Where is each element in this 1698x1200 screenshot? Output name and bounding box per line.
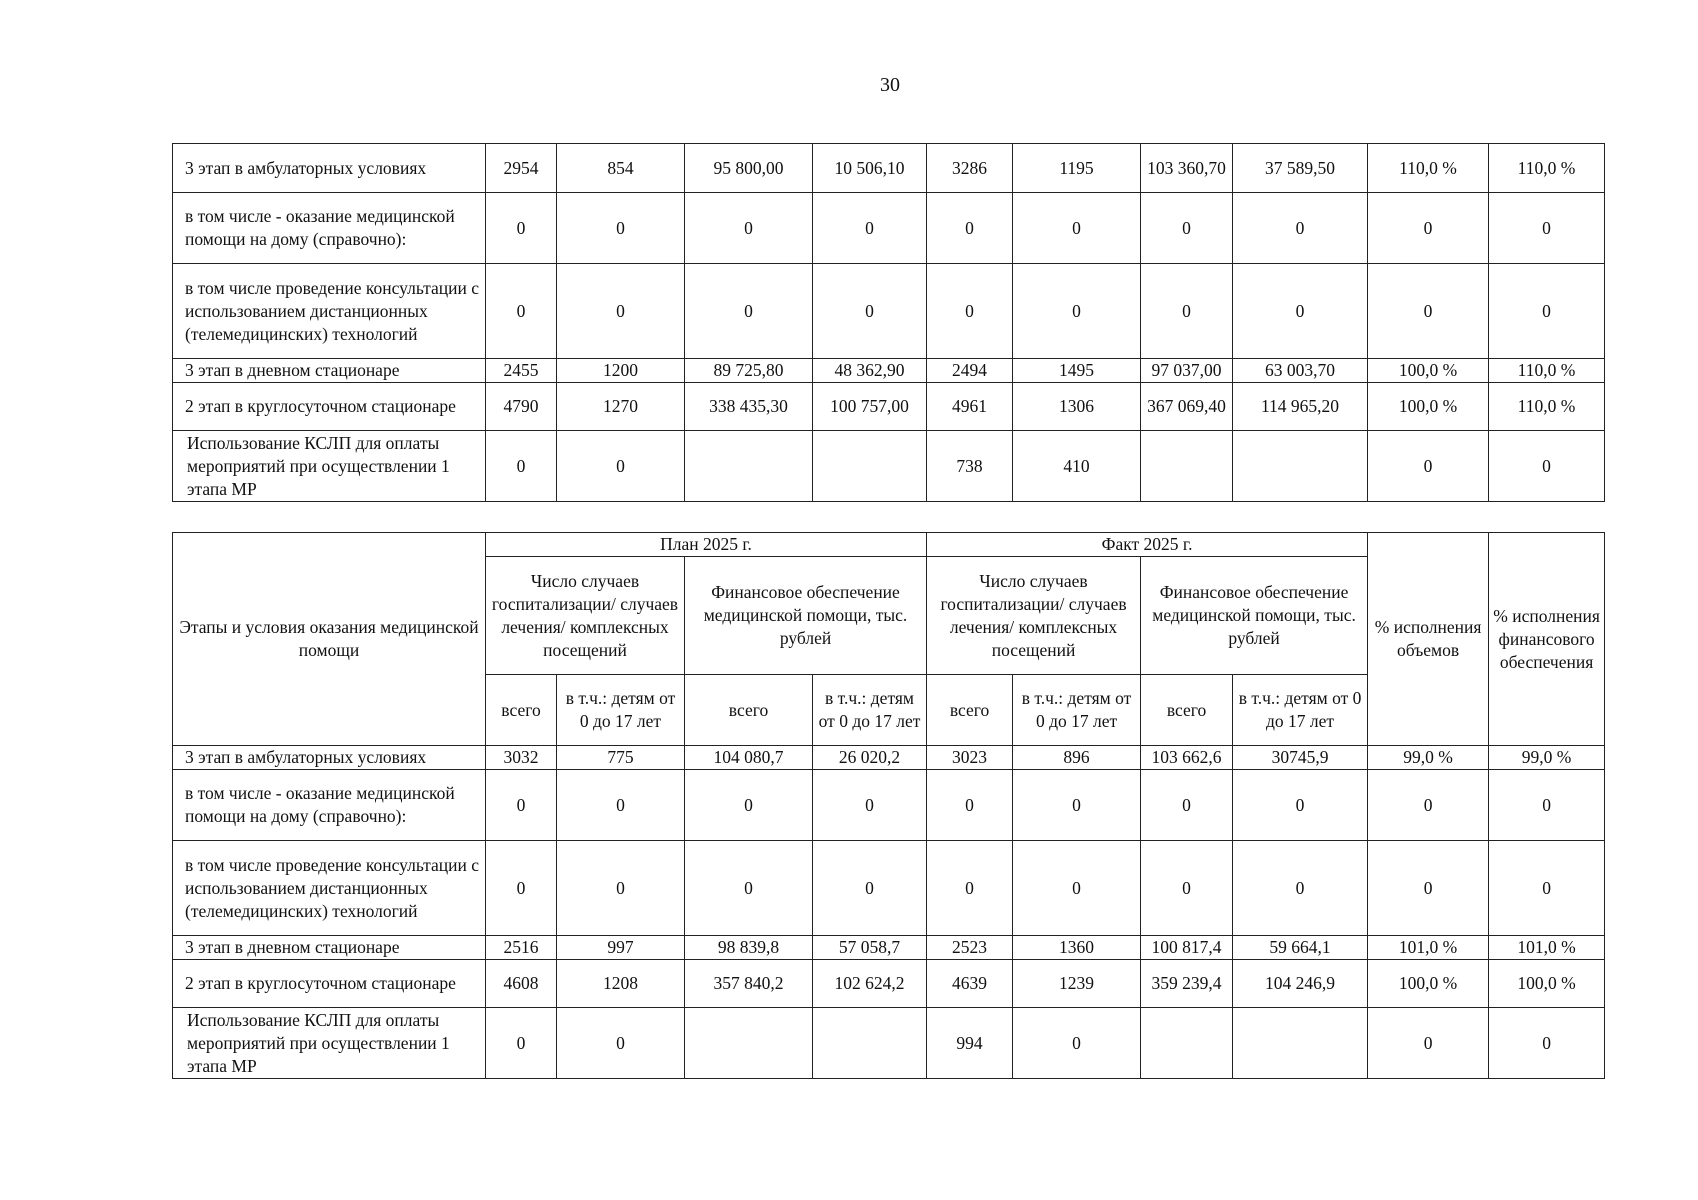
cell-fact-cases-total: 0 bbox=[927, 264, 1013, 359]
cell-pct-volume: 110,0 % bbox=[1368, 144, 1489, 193]
cell-plan-finance-children: 0 bbox=[813, 841, 927, 936]
cell-plan-cases-children: 0 bbox=[557, 193, 685, 264]
row-label: 3 этап в дневном стационаре bbox=[173, 359, 486, 383]
cell-fact-finance-children: 114 965,20 bbox=[1233, 383, 1368, 431]
page-number: 30 bbox=[880, 74, 900, 96]
cell-plan-cases-total: 0 bbox=[486, 1008, 557, 1079]
cell-pct-volume: 0 bbox=[1368, 841, 1489, 936]
cell-fact-cases-children: 0 bbox=[1013, 770, 1141, 841]
cell-fact-cases-children: 0 bbox=[1013, 193, 1141, 264]
cell-pct-finance: 0 bbox=[1489, 1008, 1605, 1079]
cell-plan-finance-children: 10 506,10 bbox=[813, 144, 927, 193]
table-bottom-body bbox=[173, 746, 1605, 1079]
cell-plan-finance-children: 26 020,2 bbox=[813, 746, 927, 770]
cell-plan-finance-total: 0 bbox=[685, 841, 813, 936]
cell-plan-finance-children: 100 757,00 bbox=[813, 383, 927, 431]
table-row bbox=[173, 960, 1605, 1008]
cell-fact-finance-children bbox=[1233, 431, 1368, 502]
cell-fact-cases-total: 2523 bbox=[927, 936, 1013, 960]
cell-fact-cases-total: 738 bbox=[927, 431, 1013, 502]
cell-fact-finance-total: 0 bbox=[1141, 264, 1233, 359]
row-label: в том числе проведение консультации с использованием дистанционных (телемедицинских) технологий bbox=[173, 841, 486, 936]
cell-fact-cases-children: 0 bbox=[1013, 1008, 1141, 1079]
cell-fact-finance-children: 0 bbox=[1233, 841, 1368, 936]
cell-fact-finance-children: 63 003,70 bbox=[1233, 359, 1368, 383]
cell-fact-finance-total bbox=[1141, 1008, 1233, 1079]
cell-fact-cases-total: 994 bbox=[927, 1008, 1013, 1079]
cell-plan-cases-children: 0 bbox=[557, 841, 685, 936]
cell-plan-finance-children bbox=[813, 1008, 927, 1079]
table-row bbox=[173, 359, 1605, 383]
header-fact-cases-total: всего bbox=[927, 675, 1013, 746]
cell-fact-finance-children bbox=[1233, 1008, 1368, 1079]
cell-fact-cases-total: 3023 bbox=[927, 746, 1013, 770]
header-plan-finance: Финансовое обеспечение медицинской помощи, тыс. рублей bbox=[685, 557, 927, 675]
cell-pct-volume: 0 bbox=[1368, 264, 1489, 359]
header-fact-cases-children: в т.ч.: детям от 0 до 17 лет bbox=[1013, 675, 1141, 746]
cell-pct-finance: 99,0 % bbox=[1489, 746, 1605, 770]
cell-plan-cases-total: 0 bbox=[486, 431, 557, 502]
cell-plan-cases-children: 854 bbox=[557, 144, 685, 193]
row-label: Использование КСЛП для оплаты мероприятий при осуществлении 1 этапа МР bbox=[173, 1008, 486, 1079]
cell-fact-finance-children: 0 bbox=[1233, 770, 1368, 841]
cell-fact-finance-total: 367 069,40 bbox=[1141, 383, 1233, 431]
cell-fact-cases-total: 0 bbox=[927, 841, 1013, 936]
row-label: в том числе проведение консультации с использованием дистанционных (телемедицинских) технологий bbox=[173, 264, 486, 359]
cell-fact-cases-total: 2494 bbox=[927, 359, 1013, 383]
cell-plan-cases-total: 0 bbox=[486, 193, 557, 264]
cell-pct-volume: 100,0 % bbox=[1368, 960, 1489, 1008]
cell-plan-cases-children: 0 bbox=[557, 1008, 685, 1079]
cell-plan-cases-total: 3032 bbox=[486, 746, 557, 770]
cell-fact-finance-children: 30745,9 bbox=[1233, 746, 1368, 770]
header-fact-finance-total: всего bbox=[1141, 675, 1233, 746]
header-plan-2025: План 2025 г. bbox=[486, 533, 927, 557]
cell-fact-cases-children: 0 bbox=[1013, 264, 1141, 359]
cell-plan-cases-children: 1208 bbox=[557, 960, 685, 1008]
cell-plan-finance-total: 89 725,80 bbox=[685, 359, 813, 383]
header-plan-finance-total: всего bbox=[685, 675, 813, 746]
header-plan-cases-children: в т.ч.: детям от 0 до 17 лет bbox=[557, 675, 685, 746]
row-label: в том числе - оказание медицинской помощи на дому (справочно): bbox=[173, 193, 486, 264]
cell-pct-finance: 110,0 % bbox=[1489, 144, 1605, 193]
header-plan-cases-total: всего bbox=[486, 675, 557, 746]
table-row bbox=[173, 144, 1605, 193]
cell-plan-cases-total: 4790 bbox=[486, 383, 557, 431]
row-label: в том числе - оказание медицинской помощи на дому (справочно): bbox=[173, 770, 486, 841]
plan-fact-2025-table bbox=[172, 532, 1605, 1079]
cell-fact-cases-total: 0 bbox=[927, 770, 1013, 841]
table-top-body bbox=[173, 144, 1605, 502]
cell-pct-volume: 0 bbox=[1368, 1008, 1489, 1079]
cell-fact-finance-children: 37 589,50 bbox=[1233, 144, 1368, 193]
cell-pct-finance: 0 bbox=[1489, 841, 1605, 936]
cell-pct-finance: 110,0 % bbox=[1489, 383, 1605, 431]
cell-plan-finance-total: 98 839,8 bbox=[685, 936, 813, 960]
row-label: 3 этап в амбулаторных условиях bbox=[173, 746, 486, 770]
cell-fact-finance-children: 0 bbox=[1233, 193, 1368, 264]
cell-plan-cases-children: 0 bbox=[557, 431, 685, 502]
cell-plan-cases-children: 0 bbox=[557, 264, 685, 359]
cell-fact-finance-total: 103 360,70 bbox=[1141, 144, 1233, 193]
cell-fact-cases-total: 4639 bbox=[927, 960, 1013, 1008]
cell-plan-finance-total bbox=[685, 1008, 813, 1079]
cell-fact-finance-children: 0 bbox=[1233, 264, 1368, 359]
header-fact-2025: Факт 2025 г. bbox=[927, 533, 1368, 557]
cell-fact-finance-total: 0 bbox=[1141, 770, 1233, 841]
header-plan-finance-children: в т.ч.: детям от 0 до 17 лет bbox=[813, 675, 927, 746]
cell-plan-finance-children: 0 bbox=[813, 264, 927, 359]
table-row bbox=[173, 264, 1605, 359]
cell-plan-finance-children bbox=[813, 431, 927, 502]
table-row bbox=[173, 1008, 1605, 1079]
table-row bbox=[173, 383, 1605, 431]
cell-fact-cases-total: 4961 bbox=[927, 383, 1013, 431]
cell-pct-volume: 100,0 % bbox=[1368, 383, 1489, 431]
cell-pct-volume: 100,0 % bbox=[1368, 359, 1489, 383]
cell-fact-cases-children: 1360 bbox=[1013, 936, 1141, 960]
row-label: 3 этап в дневном стационаре bbox=[173, 936, 486, 960]
cell-pct-volume: 0 bbox=[1368, 431, 1489, 502]
header-pct-finance: % исполнения финансового обеспечения bbox=[1489, 533, 1605, 746]
row-label: 3 этап в амбулаторных условиях bbox=[173, 144, 486, 193]
cell-pct-volume: 101,0 % bbox=[1368, 936, 1489, 960]
cell-plan-finance-children: 0 bbox=[813, 193, 927, 264]
header-fact-finance-children: в т.ч.: детям от 0 до 17 лет bbox=[1233, 675, 1368, 746]
cell-fact-cases-children: 1239 bbox=[1013, 960, 1141, 1008]
cell-fact-finance-children: 59 664,1 bbox=[1233, 936, 1368, 960]
row-label: 2 этап в круглосуточном стационаре bbox=[173, 383, 486, 431]
cell-plan-finance-total: 0 bbox=[685, 193, 813, 264]
table-row bbox=[173, 770, 1605, 841]
cell-plan-finance-children: 48 362,90 bbox=[813, 359, 927, 383]
cell-fact-cases-children: 896 bbox=[1013, 746, 1141, 770]
cell-fact-finance-children: 104 246,9 bbox=[1233, 960, 1368, 1008]
row-label: Использование КСЛП для оплаты мероприятий при осуществлении 1 этапа МР bbox=[173, 431, 486, 502]
header-fact-cases: Число случаев госпитализации/ случаев лечения/ комплексных посещений bbox=[927, 557, 1141, 675]
row-label: 2 этап в круглосуточном стационаре bbox=[173, 960, 486, 1008]
cell-plan-cases-total: 2954 bbox=[486, 144, 557, 193]
table-row bbox=[173, 936, 1605, 960]
cell-fact-cases-total: 0 bbox=[927, 193, 1013, 264]
header-plan-cases: Число случаев госпитализации/ случаев лечения/ комплексных посещений bbox=[486, 557, 685, 675]
cell-plan-finance-total bbox=[685, 431, 813, 502]
cell-fact-finance-total: 0 bbox=[1141, 193, 1233, 264]
continued-stats-table bbox=[172, 143, 1605, 502]
cell-plan-finance-children: 102 624,2 bbox=[813, 960, 927, 1008]
header-pct-volume: % исполнения объемов bbox=[1368, 533, 1489, 746]
cell-fact-finance-total: 100 817,4 bbox=[1141, 936, 1233, 960]
cell-pct-volume: 99,0 % bbox=[1368, 746, 1489, 770]
table-row bbox=[173, 746, 1605, 770]
cell-fact-finance-total: 359 239,4 bbox=[1141, 960, 1233, 1008]
table-row bbox=[173, 193, 1605, 264]
cell-plan-finance-total: 357 840,2 bbox=[685, 960, 813, 1008]
cell-fact-cases-children: 1495 bbox=[1013, 359, 1141, 383]
cell-plan-cases-children: 997 bbox=[557, 936, 685, 960]
cell-plan-cases-children: 775 bbox=[557, 746, 685, 770]
cell-plan-cases-children: 1270 bbox=[557, 383, 685, 431]
cell-plan-finance-total: 95 800,00 bbox=[685, 144, 813, 193]
cell-plan-cases-total: 0 bbox=[486, 841, 557, 936]
cell-fact-finance-total bbox=[1141, 431, 1233, 502]
header-stage-column: Этапы и условия оказания медицинской помощи bbox=[173, 533, 486, 746]
cell-pct-finance: 0 bbox=[1489, 431, 1605, 502]
cell-plan-finance-total: 104 080,7 bbox=[685, 746, 813, 770]
cell-plan-cases-total: 2516 bbox=[486, 936, 557, 960]
cell-plan-finance-total: 338 435,30 bbox=[685, 383, 813, 431]
cell-plan-cases-total: 0 bbox=[486, 770, 557, 841]
cell-plan-finance-total: 0 bbox=[685, 264, 813, 359]
cell-pct-volume: 0 bbox=[1368, 770, 1489, 841]
cell-fact-cases-children: 410 bbox=[1013, 431, 1141, 502]
cell-plan-finance-children: 0 bbox=[813, 770, 927, 841]
cell-plan-finance-children: 57 058,7 bbox=[813, 936, 927, 960]
cell-plan-cases-total: 0 bbox=[486, 264, 557, 359]
cell-pct-finance: 0 bbox=[1489, 770, 1605, 841]
cell-fact-cases-children: 1306 bbox=[1013, 383, 1141, 431]
cell-fact-finance-total: 103 662,6 bbox=[1141, 746, 1233, 770]
cell-fact-finance-total: 0 bbox=[1141, 841, 1233, 936]
table-row bbox=[173, 841, 1605, 936]
cell-plan-cases-total: 4608 bbox=[486, 960, 557, 1008]
cell-plan-finance-total: 0 bbox=[685, 770, 813, 841]
cell-fact-cases-total: 3286 bbox=[927, 144, 1013, 193]
cell-plan-cases-children: 0 bbox=[557, 770, 685, 841]
cell-pct-finance: 100,0 % bbox=[1489, 960, 1605, 1008]
cell-plan-cases-total: 2455 bbox=[486, 359, 557, 383]
cell-plan-cases-children: 1200 bbox=[557, 359, 685, 383]
cell-pct-finance: 0 bbox=[1489, 193, 1605, 264]
table-header bbox=[173, 533, 1605, 746]
cell-pct-volume: 0 bbox=[1368, 193, 1489, 264]
table-row bbox=[173, 431, 1605, 502]
cell-fact-cases-children: 1195 bbox=[1013, 144, 1141, 193]
cell-pct-finance: 110,0 % bbox=[1489, 359, 1605, 383]
header-row bbox=[173, 533, 1605, 557]
cell-pct-finance: 0 bbox=[1489, 264, 1605, 359]
cell-fact-finance-total: 97 037,00 bbox=[1141, 359, 1233, 383]
header-fact-finance: Финансовое обеспечение медицинской помощи, тыс. рублей bbox=[1141, 557, 1368, 675]
cell-fact-cases-children: 0 bbox=[1013, 841, 1141, 936]
cell-pct-finance: 101,0 % bbox=[1489, 936, 1605, 960]
